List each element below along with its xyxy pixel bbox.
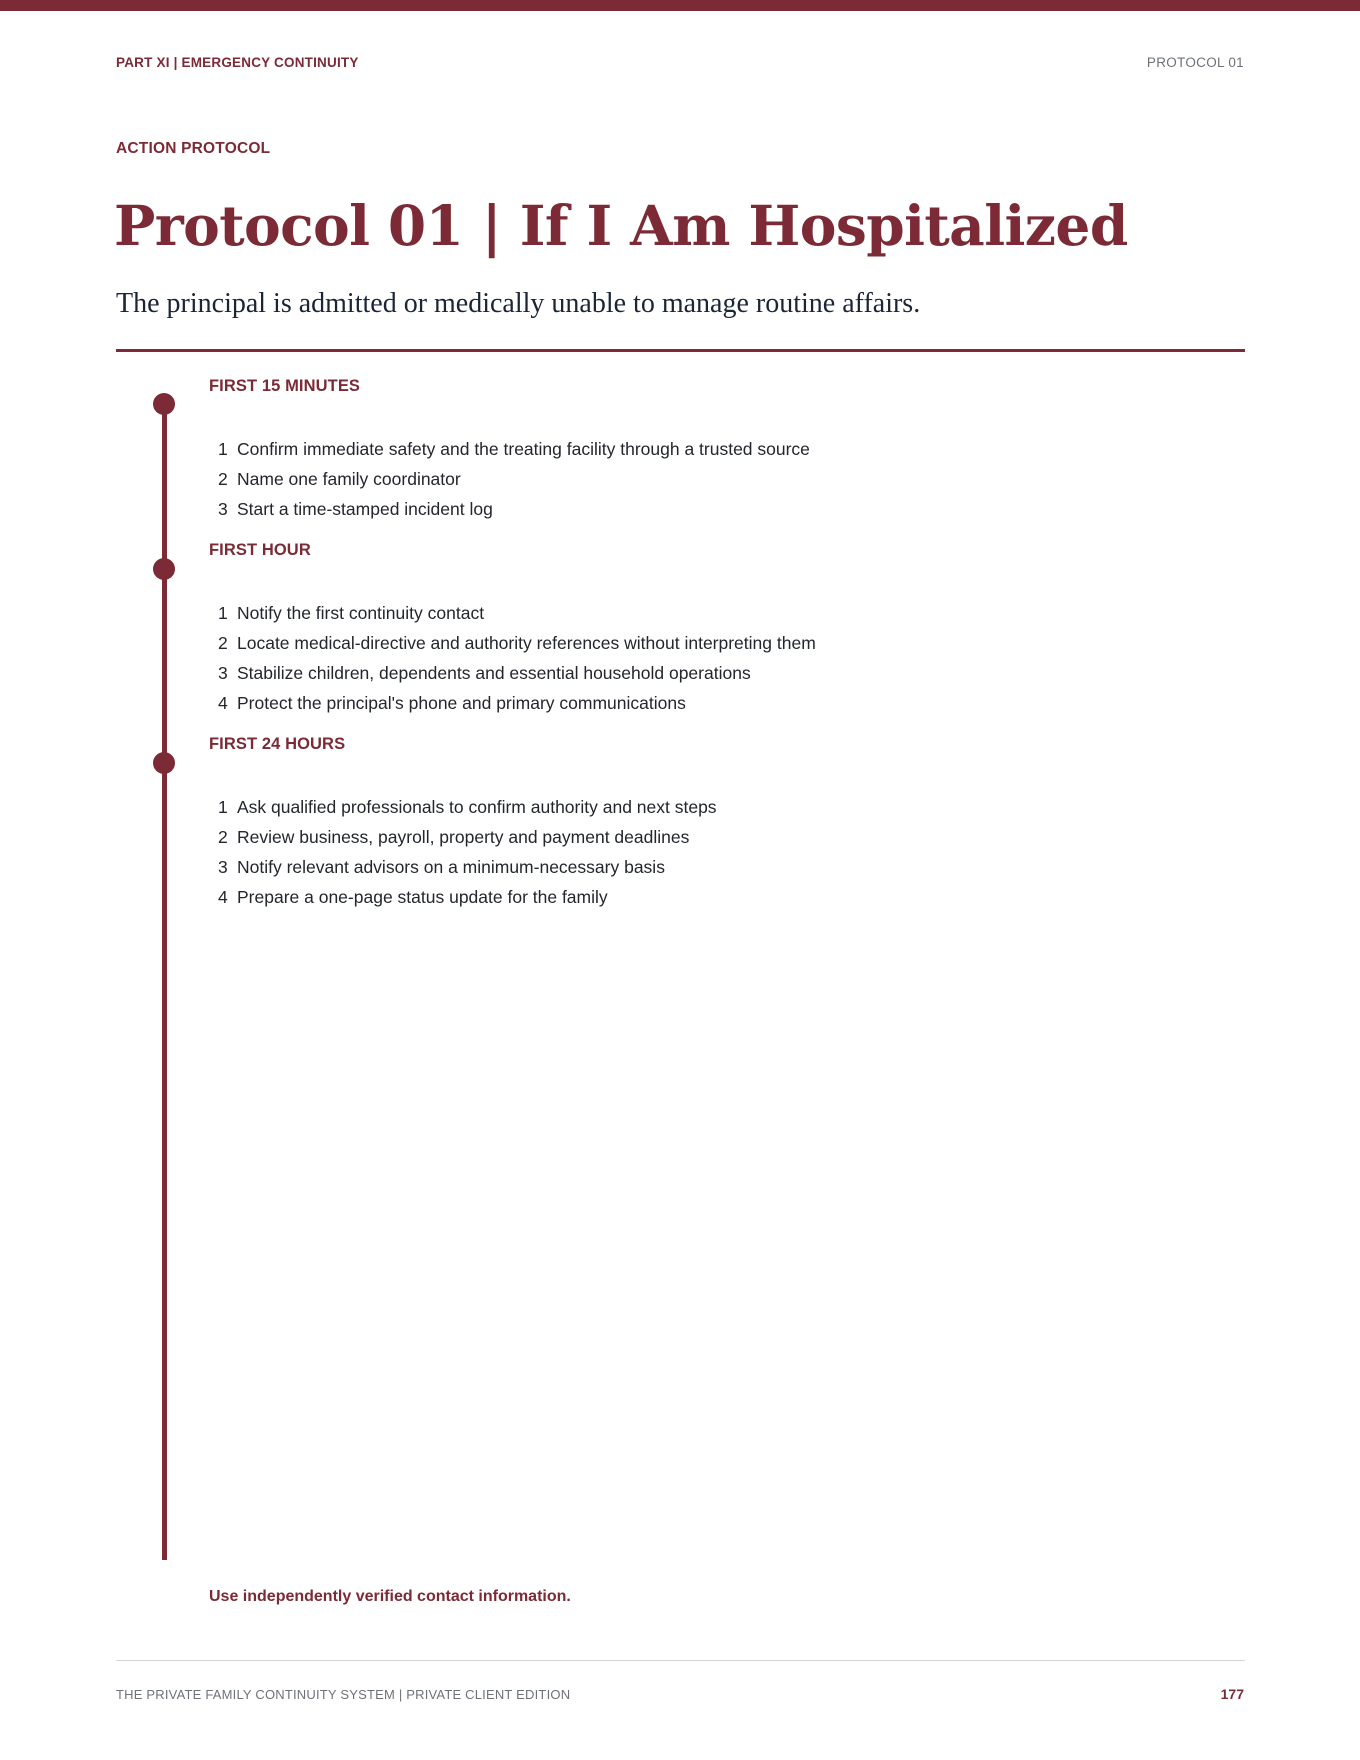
- list-item: [218, 852, 717, 882]
- list-item: [218, 494, 810, 524]
- list-item: [218, 882, 717, 912]
- step-number: 1: [218, 439, 228, 459]
- top-accent-bar: [0, 0, 1360, 11]
- phase-heading-first-24-hours: FIRST 24 HOURS: [209, 735, 346, 753]
- verification-note: Use independently verified contact information.: [209, 1588, 571, 1605]
- timeline-dot-phase-1: [153, 393, 175, 415]
- list-item: [218, 434, 810, 464]
- step-number: 1: [218, 603, 228, 623]
- step-text: Locate medical-directive and authority references without interpreting them: [237, 633, 816, 653]
- step-number: 3: [218, 857, 228, 877]
- phase-steps-first-24-hours: [218, 792, 717, 912]
- step-text: Prepare a one-page status update for the family: [237, 887, 608, 907]
- step-number: 2: [218, 827, 228, 847]
- footer-divider: [116, 1660, 1245, 1661]
- phase-heading-first-hour: FIRST HOUR: [209, 541, 311, 559]
- list-item: [218, 688, 816, 718]
- step-number: 4: [218, 693, 228, 713]
- title-divider: [116, 349, 1245, 352]
- phase-heading-first-15-minutes: FIRST 15 MINUTES: [209, 377, 361, 395]
- step-text: Review business, payroll, property and payment deadlines: [237, 827, 690, 847]
- footer-publication: THE PRIVATE FAMILY CONTINUITY SYSTEM | PRIVATE CLIENT EDITION: [116, 1687, 571, 1702]
- step-text: Protect the principal's phone and primary communications: [237, 693, 686, 713]
- page-title: Protocol 01 | If I Am Hospitalized: [114, 193, 1128, 258]
- phase-steps-first-hour: [218, 598, 816, 718]
- page-number: 177: [1220, 1686, 1244, 1702]
- step-text: Stabilize children, dependents and essential household operations: [237, 663, 751, 683]
- list-item: [218, 598, 816, 628]
- step-number: 3: [218, 663, 228, 683]
- list-item: [218, 628, 816, 658]
- step-text: Ask qualified professionals to confirm authority and next steps: [237, 797, 717, 817]
- step-number: 2: [218, 633, 228, 653]
- step-number: 1: [218, 797, 228, 817]
- step-text: Notify relevant advisors on a minimum-necessary basis: [237, 857, 665, 877]
- list-item: [218, 792, 717, 822]
- step-number: 4: [218, 887, 228, 907]
- list-item: [218, 658, 816, 688]
- step-text: Notify the first continuity contact: [237, 603, 485, 623]
- step-text: Name one family coordinator: [237, 469, 461, 489]
- timeline-dot-phase-2: [153, 558, 175, 580]
- eyebrow-label: ACTION PROTOCOL: [116, 140, 271, 157]
- step-number: 2: [218, 469, 228, 489]
- timeline-dot-phase-3: [153, 752, 175, 774]
- step-text: Confirm immediate safety and the treating facility through a trusted source: [237, 439, 810, 459]
- running-header-protocol: PROTOCOL 01: [1146, 55, 1244, 70]
- step-text: Start a time-stamped incident log: [237, 499, 493, 519]
- phase-steps-first-15-minutes: [218, 434, 810, 524]
- list-item: [218, 464, 810, 494]
- list-item: [218, 822, 717, 852]
- step-number: 3: [218, 499, 228, 519]
- running-header-section: PART XI | EMERGENCY CONTINUITY: [116, 55, 359, 70]
- page-subtitle: The principal is admitted or medically unable to manage routine affairs.: [116, 288, 921, 319]
